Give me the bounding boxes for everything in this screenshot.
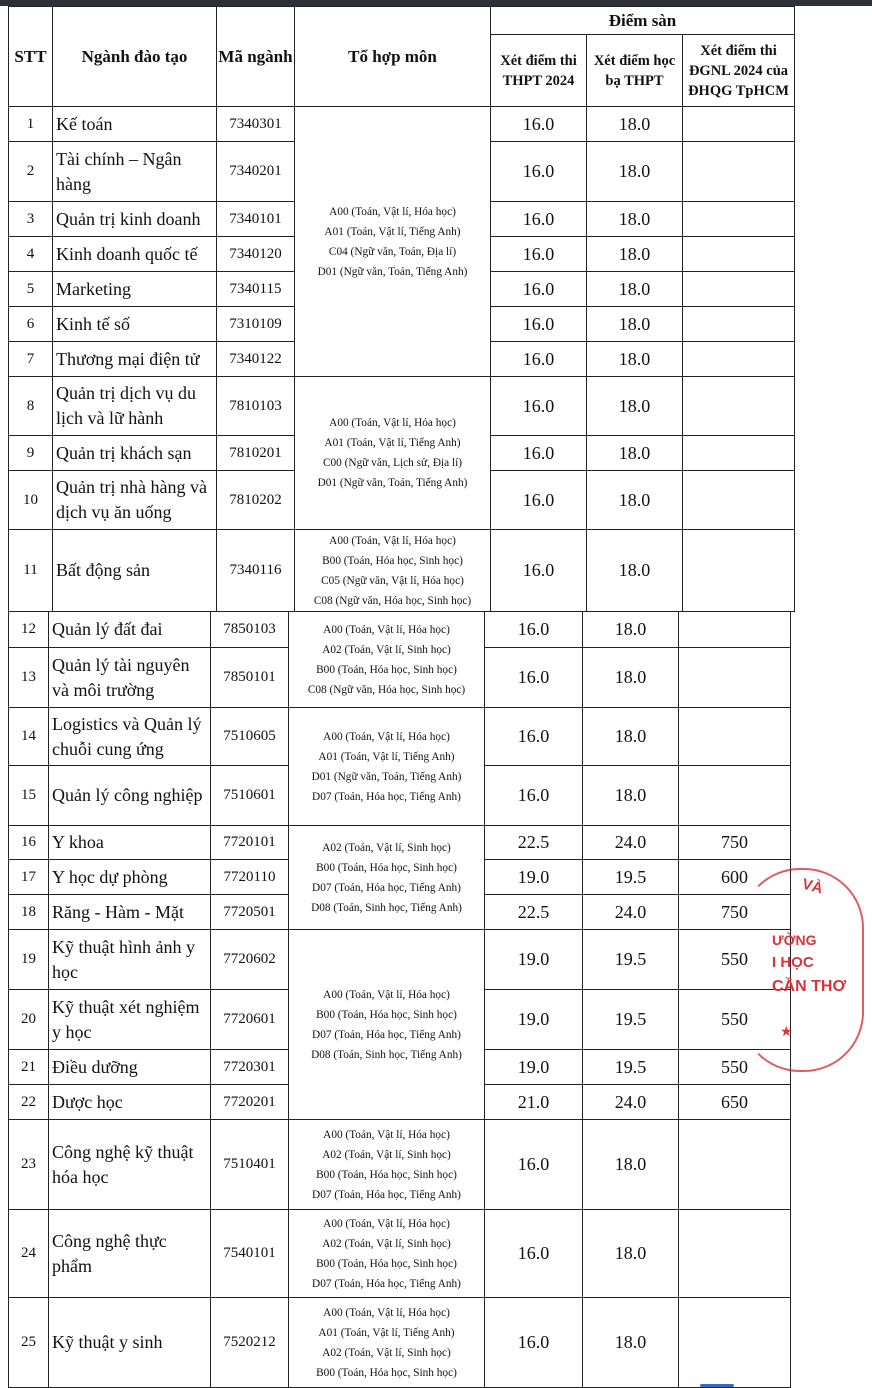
subject-combination	[289, 612, 485, 708]
score-thpt: 16.0	[491, 307, 587, 342]
scroll-indicator	[700, 1384, 734, 1387]
score-dgnl: 550	[679, 930, 791, 990]
score-hocba: 19.5	[583, 930, 679, 990]
score-dgnl	[683, 272, 795, 307]
score-dgnl: 600	[679, 860, 791, 895]
combination-line: A00 (Toán, Vật lí, Hóa học)	[329, 205, 456, 218]
combination-line: C08 (Ngữ văn, Hóa học, Sinh học)	[307, 683, 466, 696]
major-code: 7720601	[211, 990, 289, 1050]
subject-combination	[295, 107, 491, 377]
major-name: Quản trị nhà hàng và dịch vụ ăn uống	[53, 471, 217, 530]
major-name: Quản trị dịch vụ du lịch và lữ hành	[53, 377, 217, 436]
major-name: Quản lý công nghiệp	[49, 766, 211, 826]
score-thpt: 16.0	[491, 342, 587, 377]
subject-combination	[295, 377, 491, 530]
score-dgnl	[683, 377, 795, 436]
row-number: 12	[9, 612, 49, 648]
major-code: 7340101	[217, 202, 295, 237]
combination-line: B00 (Toán, Hóa học, Sinh học)	[316, 663, 457, 676]
combination-line: D08 (Toán, Sinh học, Tiếng Anh)	[311, 1048, 462, 1061]
table-row	[9, 1210, 791, 1298]
score-hocba: 18.0	[587, 530, 683, 612]
major-code: 7520212	[211, 1298, 289, 1388]
major-name: Quản lý tài nguyên và môi trường	[49, 648, 211, 708]
major-code: 7510601	[211, 766, 289, 826]
combination-line: D01 (Ngữ văn, Toán, Tiếng Anh)	[311, 770, 462, 783]
major-name: Kinh tế số	[53, 307, 217, 342]
score-dgnl	[683, 237, 795, 272]
score-dgnl	[683, 142, 795, 202]
major-name: Công nghệ thực phẩm	[49, 1210, 211, 1298]
score-hocba: 18.0	[587, 237, 683, 272]
score-thpt: 16.0	[491, 436, 587, 471]
combination-line: A02 (Toán, Vật lí, Sinh học)	[322, 841, 451, 854]
score-dgnl	[683, 202, 795, 237]
header-dgnl: Xét điểm thi ĐGNL 2024 của ĐHQG TpHCM	[683, 35, 795, 107]
major-name: Dược học	[49, 1085, 211, 1120]
major-code: 7720201	[211, 1085, 289, 1120]
combination-line: D07 (Toán, Hóa học, Tiếng Anh)	[312, 1188, 461, 1201]
combination-line: D08 (Toán, Sinh học, Tiếng Anh)	[311, 901, 462, 914]
score-thpt: 16.0	[491, 142, 587, 202]
score-hocba: 18.0	[587, 342, 683, 377]
combination-line: A01 (Toán, Vật lí, Tiếng Anh)	[318, 750, 455, 763]
row-number: 20	[9, 990, 49, 1050]
combination-line: B00 (Toán, Hóa học, Sinh học)	[316, 1168, 457, 1181]
subject-combination	[289, 930, 485, 1120]
score-thpt: 16.0	[485, 766, 583, 826]
score-thpt: 16.0	[485, 1120, 583, 1210]
table-row	[9, 612, 791, 648]
table-row	[9, 708, 791, 766]
row-number: 17	[9, 860, 49, 895]
score-dgnl	[679, 1298, 791, 1388]
score-dgnl	[683, 436, 795, 471]
score-hocba: 18.0	[587, 471, 683, 530]
row-number: 4	[9, 237, 53, 272]
combination-line: C00 (Ngữ văn, Lịch sử, Địa lí)	[323, 457, 462, 469]
admission-table-upper	[8, 6, 795, 612]
header-code: Mã ngành	[217, 7, 295, 107]
score-hocba: 19.5	[583, 990, 679, 1050]
score-hocba: 18.0	[583, 1120, 679, 1210]
table-row	[9, 1298, 791, 1388]
score-dgnl: 750	[679, 895, 791, 930]
score-dgnl	[683, 342, 795, 377]
score-dgnl	[679, 1210, 791, 1298]
header-floor: Điểm sàn	[491, 7, 795, 35]
score-hocba: 18.0	[583, 612, 679, 648]
major-name: Kỹ thuật hình ảnh y học	[49, 930, 211, 990]
combination-line: B00 (Toán, Hóa học, Sinh học)	[316, 1257, 457, 1270]
row-number: 23	[9, 1120, 49, 1210]
major-name: Thương mại điện tử	[53, 342, 217, 377]
score-hocba: 18.0	[587, 202, 683, 237]
score-dgnl	[683, 471, 795, 530]
score-hocba: 18.0	[583, 766, 679, 826]
score-thpt: 16.0	[491, 237, 587, 272]
header-major: Ngành đào tạo	[53, 7, 217, 107]
combination-line: B00 (Toán, Hóa học, Sinh học)	[322, 554, 463, 567]
major-code: 7340120	[217, 237, 295, 272]
row-number: 8	[9, 377, 53, 436]
combination-line: D07 (Toán, Hóa học, Tiếng Anh)	[312, 1277, 461, 1290]
major-name: Kế toán	[53, 107, 217, 142]
score-hocba: 18.0	[583, 648, 679, 708]
score-dgnl	[679, 648, 791, 708]
score-hocba: 18.0	[587, 307, 683, 342]
score-hocba: 18.0	[587, 272, 683, 307]
row-number: 24	[9, 1210, 49, 1298]
major-code: 7810103	[217, 377, 295, 436]
score-hocba: 18.0	[583, 1298, 679, 1388]
combination-line: A02 (Toán, Vật lí, Sinh học)	[322, 1148, 451, 1161]
subject-combination	[295, 530, 491, 612]
table-row	[9, 930, 791, 990]
major-name: Điều dưỡng	[49, 1050, 211, 1085]
table-row	[9, 1120, 791, 1210]
major-name: Kỹ thuật y sinh	[49, 1298, 211, 1388]
score-thpt: 16.0	[485, 1298, 583, 1388]
table-row	[9, 107, 795, 142]
combination-line: C08 (Ngữ văn, Hóa học, Sinh học)	[313, 594, 472, 607]
combination-line: A01 (Toán, Vật lí, Tiếng Anh)	[318, 1326, 455, 1339]
score-thpt: 16.0	[491, 272, 587, 307]
score-thpt: 19.0	[485, 990, 583, 1050]
major-code: 7510401	[211, 1120, 289, 1210]
score-dgnl: 650	[679, 1085, 791, 1120]
major-code: 7340301	[217, 107, 295, 142]
score-dgnl: 750	[679, 826, 791, 860]
table-row	[9, 826, 791, 860]
major-name: Kinh doanh quốc tế	[53, 237, 217, 272]
row-number: 22	[9, 1085, 49, 1120]
major-name: Quản lý đất đai	[49, 612, 211, 648]
subject-combination	[289, 708, 485, 826]
score-dgnl: 550	[679, 990, 791, 1050]
score-thpt: 16.0	[485, 1210, 583, 1298]
score-thpt: 16.0	[491, 530, 587, 612]
school-seal: VÀ ƯỜNG I HỌC CẦN THƠ ★	[760, 868, 870, 1068]
score-hocba: 19.5	[583, 860, 679, 895]
score-thpt: 16.0	[491, 107, 587, 142]
score-dgnl	[679, 612, 791, 648]
major-code: 7850103	[211, 612, 289, 648]
score-hocba: 24.0	[583, 895, 679, 930]
score-hocba: 18.0	[587, 107, 683, 142]
combination-line: C04 (Ngữ văn, Toán, Địa lí)	[328, 245, 457, 258]
score-thpt: 16.0	[485, 708, 583, 766]
row-number: 19	[9, 930, 49, 990]
major-code: 7720110	[211, 860, 289, 895]
major-name: Răng - Hàm - Mặt	[49, 895, 211, 930]
score-dgnl	[679, 708, 791, 766]
major-code: 7310109	[217, 307, 295, 342]
major-name: Kỹ thuật xét nghiệm y học	[49, 990, 211, 1050]
score-thpt: 19.0	[485, 930, 583, 990]
row-number: 6	[9, 307, 53, 342]
major-code: 7510605	[211, 708, 289, 766]
combination-line: D01 (Ngữ văn, Toán, Tiếng Anh)	[317, 265, 468, 278]
major-code: 7340116	[217, 530, 295, 612]
combination-line: B00 (Toán, Hóa học, Sinh học)	[316, 1366, 457, 1379]
header-stt: STT	[9, 7, 53, 107]
score-thpt: 16.0	[485, 648, 583, 708]
combination-line: A02 (Toán, Vật lí, Sinh học)	[322, 643, 451, 656]
subject-combination	[289, 826, 485, 930]
row-number: 11	[9, 530, 53, 612]
header-thpt: Xét điểm thi THPT 2024	[491, 35, 587, 107]
major-code: 7810202	[217, 471, 295, 530]
major-code: 7720501	[211, 895, 289, 930]
combination-line: A00 (Toán, Vật lí, Hóa học)	[323, 623, 450, 636]
major-name: Công nghệ kỹ thuật hóa học	[49, 1120, 211, 1210]
combination-line: A02 (Toán, Vật lí, Sinh học)	[322, 1237, 451, 1250]
score-hocba: 18.0	[587, 436, 683, 471]
major-name: Y học dự phòng	[49, 860, 211, 895]
row-number: 14	[9, 708, 49, 766]
score-thpt: 19.0	[485, 1050, 583, 1085]
row-number: 1	[9, 107, 53, 142]
row-number: 13	[9, 648, 49, 708]
combination-line: D07 (Toán, Hóa học, Tiếng Anh)	[312, 881, 461, 894]
score-dgnl	[683, 530, 795, 612]
major-code: 7810201	[217, 436, 295, 471]
combination-line: D07 (Toán, Hóa học, Tiếng Anh)	[312, 790, 461, 803]
combination-line: D07 (Toán, Hóa học, Tiếng Anh)	[312, 1028, 461, 1041]
major-code: 7720602	[211, 930, 289, 990]
subject-combination	[289, 1210, 485, 1298]
lower-body	[9, 612, 791, 1388]
score-hocba: 18.0	[587, 142, 683, 202]
table-row	[9, 530, 795, 612]
subject-combination	[289, 1298, 485, 1388]
combination-line: A00 (Toán, Vật lí, Hóa học)	[329, 534, 456, 547]
combination-line: A01 (Toán, Vật lí, Tiếng Anh)	[324, 225, 461, 238]
combination-line: A00 (Toán, Vật lí, Hóa học)	[323, 988, 450, 1001]
major-name: Tài chính – Ngân hàng	[53, 142, 217, 202]
document-page	[0, 6, 872, 1388]
row-number: 16	[9, 826, 49, 860]
score-thpt: 16.0	[491, 377, 587, 436]
major-code: 7540101	[211, 1210, 289, 1298]
row-number: 18	[9, 895, 49, 930]
row-number: 3	[9, 202, 53, 237]
upper-body	[9, 107, 795, 612]
combination-line: C05 (Ngữ văn, Vật lí, Hóa học)	[321, 574, 464, 587]
score-hocba: 18.0	[583, 708, 679, 766]
header-combo: Tổ hợp môn	[295, 7, 491, 107]
score-dgnl	[679, 766, 791, 826]
score-dgnl: 550	[679, 1050, 791, 1085]
score-hocba: 24.0	[583, 1085, 679, 1120]
major-code: 7340122	[217, 342, 295, 377]
row-number: 10	[9, 471, 53, 530]
score-dgnl	[683, 107, 795, 142]
row-number: 5	[9, 272, 53, 307]
combination-line: A00 (Toán, Vật lí, Hóa học)	[323, 730, 450, 743]
score-hocba: 18.0	[583, 1210, 679, 1298]
score-thpt: 21.0	[485, 1085, 583, 1120]
row-number: 7	[9, 342, 53, 377]
row-number: 9	[9, 436, 53, 471]
score-thpt: 16.0	[485, 612, 583, 648]
combination-line: A00 (Toán, Vật lí, Hóa học)	[323, 1217, 450, 1230]
major-name: Quản trị kinh doanh	[53, 202, 217, 237]
combination-line: A02 (Toán, Vật lí, Sinh học)	[322, 1346, 451, 1359]
score-hocba: 19.5	[583, 1050, 679, 1085]
combination-line: A01 (Toán, Vật lí, Tiếng Anh)	[324, 437, 461, 449]
major-code: 7340201	[217, 142, 295, 202]
row-number: 21	[9, 1050, 49, 1085]
major-code: 7720101	[211, 826, 289, 860]
combination-line: B00 (Toán, Hóa học, Sinh học)	[316, 861, 457, 874]
table-row	[9, 377, 795, 436]
row-number: 15	[9, 766, 49, 826]
row-number: 2	[9, 142, 53, 202]
score-thpt: 22.5	[485, 895, 583, 930]
major-code: 7720301	[211, 1050, 289, 1085]
major-name: Logistics và Quản lý chuỗi cung ứng	[49, 708, 211, 766]
score-dgnl	[679, 1120, 791, 1210]
major-name: Bất động sản	[53, 530, 217, 612]
header-hocba: Xét điểm học bạ THPT	[587, 35, 683, 107]
combination-line: A00 (Toán, Vật lí, Hóa học)	[329, 417, 456, 429]
score-thpt: 22.5	[485, 826, 583, 860]
row-number: 25	[9, 1298, 49, 1388]
combination-line: A00 (Toán, Vật lí, Hóa học)	[323, 1128, 450, 1141]
major-code: 7850101	[211, 648, 289, 708]
score-dgnl	[683, 307, 795, 342]
score-thpt: 16.0	[491, 202, 587, 237]
major-name: Quản trị khách sạn	[53, 436, 217, 471]
admission-table-lower	[8, 611, 791, 1388]
combination-line: B00 (Toán, Hóa học, Sinh học)	[316, 1008, 457, 1021]
combination-line: A00 (Toán, Vật lí, Hóa học)	[323, 1306, 450, 1319]
score-hocba: 24.0	[583, 826, 679, 860]
major-name: Marketing	[53, 272, 217, 307]
major-name: Y khoa	[49, 826, 211, 860]
major-code: 7340115	[217, 272, 295, 307]
score-thpt: 16.0	[491, 471, 587, 530]
score-thpt: 19.0	[485, 860, 583, 895]
subject-combination	[289, 1120, 485, 1210]
combination-line: D01 (Ngữ văn, Toán, Tiếng Anh)	[317, 477, 468, 489]
score-hocba: 18.0	[587, 377, 683, 436]
